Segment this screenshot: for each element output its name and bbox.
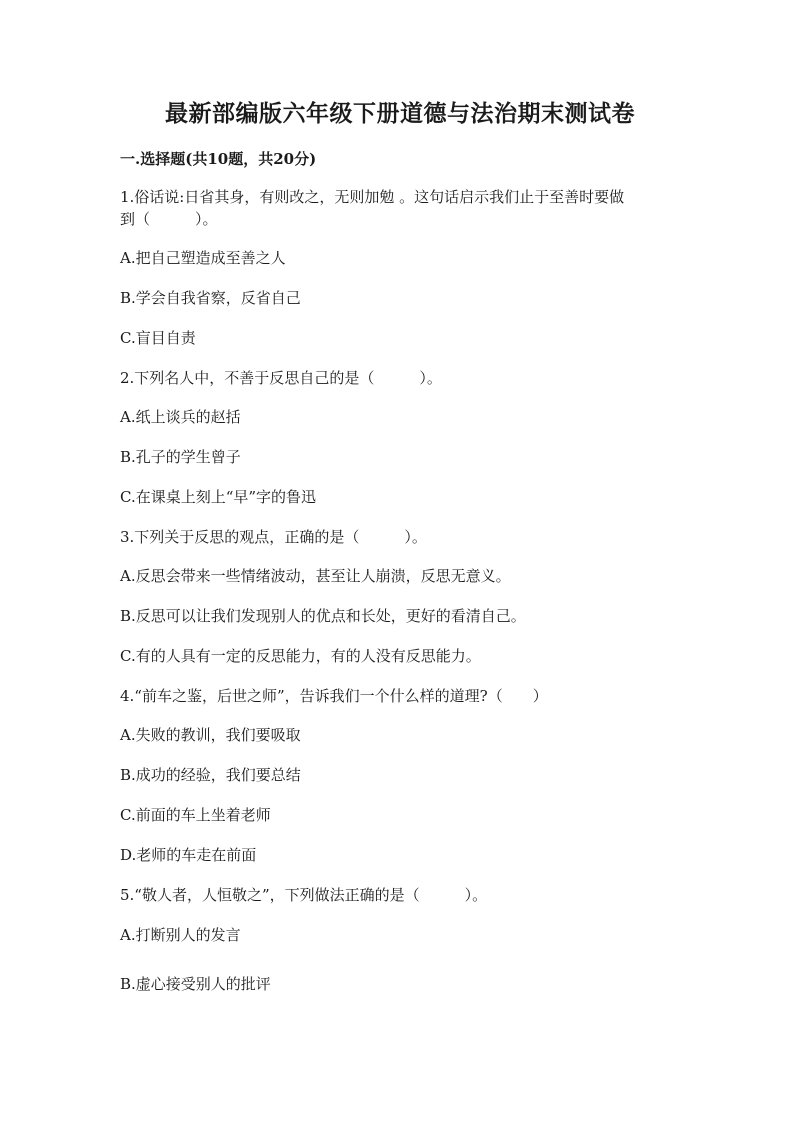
question-3-option-c: C.有的人具有一定的反思能力，有的人没有反思能力。 <box>120 647 481 665</box>
question-1-option-b: B.学会自我省察，反省自己 <box>120 289 301 307</box>
question-1-stem-line-2: 到（ ）。 <box>120 210 218 228</box>
question-5-option-b: B.虚心接受别人的批评 <box>120 975 271 993</box>
question-5-stem: 5.“敬人者，人恒敬之”，下列做法正确的是（ ）。 <box>120 886 488 904</box>
question-5-option-a: A.打断别人的发言 <box>120 926 241 944</box>
question-1-option-a: A.把自己塑造成至善之人 <box>120 249 286 267</box>
question-3-option-b: B.反思可以让我们发现别人的优点和长处，更好的看清自己。 <box>120 607 526 625</box>
question-1-option-c: C.盲目自责 <box>120 329 196 347</box>
question-3-option-a: A.反思会带来一些情绪波动，甚至让人崩溃，反思无意义。 <box>120 567 511 585</box>
question-2-option-c: C.在课桌上刻上“早”字的鲁迅 <box>120 488 317 506</box>
section-heading: 一.选择题(共10题，共20分) <box>120 150 317 168</box>
question-2-option-b: B.孔子的学生曾子 <box>120 448 241 466</box>
question-2-option-a: A.纸上谈兵的赵括 <box>120 408 241 426</box>
question-4-option-a: A.失败的教训，我们要吸取 <box>120 726 301 744</box>
page-title: 最新部编版六年级下册道德与法治期末测试卷 <box>165 100 635 127</box>
question-4-option-c: C.前面的车上坐着老师 <box>120 806 271 824</box>
question-4-option-d: D.老师的车走在前面 <box>120 846 257 864</box>
question-2-stem: 2.下列名人中，不善于反思自己的是（ ）。 <box>120 369 442 387</box>
question-4-stem: 4.“前车之鉴，后世之师”，告诉我们一个什么样的道理?（ ） <box>120 687 548 705</box>
question-1-stem-line-1: 1.俗话说:日省其身，有则改之，无则加勉 。这句话启示我们止于至善时要做 <box>120 188 625 206</box>
question-4-option-b: B.成功的经验，我们要总结 <box>120 766 301 784</box>
question-3-stem: 3.下列关于反思的观点，正确的是（ ）。 <box>120 528 427 546</box>
